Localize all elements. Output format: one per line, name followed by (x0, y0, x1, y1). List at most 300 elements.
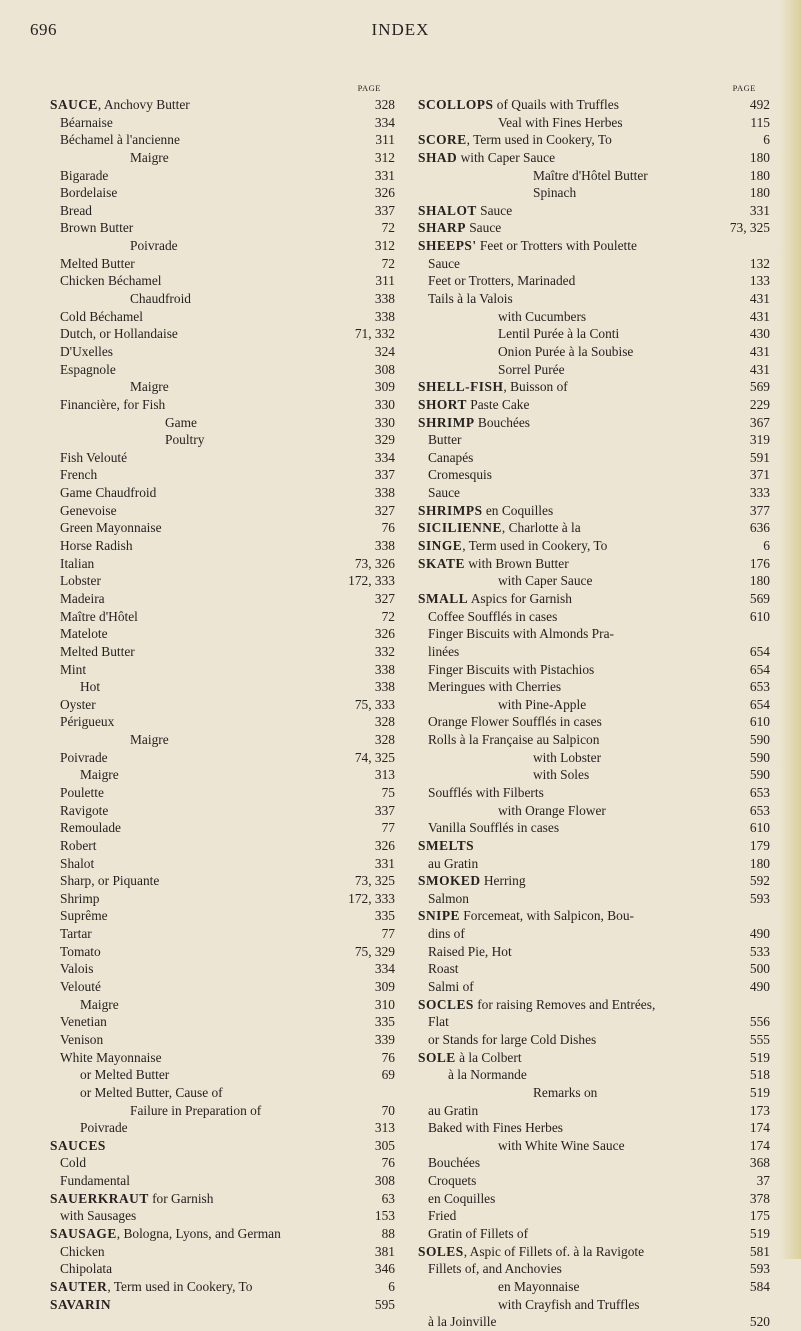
entry-headword-rest: with Brown Butter (464, 555, 569, 571)
entry-page-ref: 337 (374, 467, 395, 483)
entry-text: Sauce (428, 485, 460, 501)
index-subentry (418, 1137, 770, 1155)
index-subentry (418, 290, 770, 308)
index-subentry (418, 784, 770, 802)
entry-page-ref: 592 (749, 873, 770, 889)
entry-page-ref: 569 (749, 590, 770, 606)
index-subentry (50, 819, 395, 837)
entry-page-ref: 330 (374, 396, 395, 412)
entry-page-ref: 490 (749, 979, 770, 995)
index-subentry (50, 907, 395, 925)
entry-page-ref: 378 (749, 1190, 770, 1206)
entry-page-ref: 326 (374, 837, 395, 853)
entry-headword: SCOLLOPS (418, 97, 494, 112)
index-subentry (50, 731, 395, 749)
entry-page-ref: 339 (374, 1031, 395, 1047)
entry-page-ref: 330 (374, 414, 395, 430)
entry-text: Croquets (428, 1173, 477, 1189)
entry-page-ref: 653 (749, 679, 770, 695)
entry-page-ref: 593 (749, 1261, 770, 1277)
entry-page-ref: 654 (749, 661, 770, 677)
entry-headword: SHAD (418, 149, 458, 165)
index-subentry (418, 1278, 770, 1296)
index-subentry (50, 1172, 395, 1190)
entry-page-ref: 174 (749, 1137, 770, 1153)
entry-page-ref: 77 (381, 820, 395, 836)
index-heading-entry (418, 219, 770, 237)
entry-headword-rest: , Anchovy Butter (97, 97, 190, 112)
entry-page-ref: 334 (374, 114, 395, 130)
entry-text: Shalot (60, 855, 95, 871)
entry-page-ref: 319 (749, 432, 770, 448)
entry-text: Venetian (60, 1014, 107, 1030)
entry-text: with Sausages (60, 1208, 137, 1224)
entry-page-ref: 313 (374, 767, 395, 783)
index-subentry (418, 1260, 770, 1278)
entry-page-ref: 153 (374, 1208, 395, 1224)
index-subentry (418, 696, 770, 714)
index-subentry (50, 272, 395, 290)
index-heading-entry (50, 1225, 395, 1243)
index-subentry (50, 661, 395, 679)
entry-text: Flat (428, 1014, 449, 1030)
entry-page-ref: 174 (749, 1120, 770, 1136)
index-subentry (418, 978, 770, 996)
entry-text (418, 590, 572, 608)
entry-text: Mint (60, 661, 87, 677)
entry-page-ref: 590 (749, 732, 770, 748)
index-subentry (418, 890, 770, 908)
entry-page-ref: 334 (374, 961, 395, 977)
index-subentry (50, 1119, 395, 1137)
entry-text: Valois (60, 961, 94, 977)
index-heading-entry (50, 1278, 395, 1296)
entry-text: Onion Purée à la Soubise (498, 343, 634, 359)
entry-page-ref: 569 (749, 379, 770, 395)
index-subentry (50, 343, 395, 361)
index-subentry (50, 837, 395, 855)
index-subentry (50, 1013, 395, 1031)
entry-headword-rest: , Term used in Cookery, To (462, 538, 608, 554)
entry-page-ref: 654 (749, 696, 770, 712)
index-subentry (418, 1207, 770, 1225)
entry-page-ref: 72 (381, 255, 395, 271)
entry-text (50, 1137, 106, 1155)
index-heading-entry (418, 237, 770, 255)
entry-page-ref: 338 (374, 308, 395, 324)
entry-text: Butter (428, 432, 462, 448)
entry-text: au Gratin (428, 855, 479, 871)
entry-headword: SHRIMP (418, 414, 475, 430)
entry-page-ref: 180 (749, 149, 770, 165)
entry-page-ref: 500 (749, 961, 770, 977)
entry-text: Horse Radish (60, 538, 133, 554)
index-subentry (418, 1296, 770, 1314)
entry-page-ref: 555 (749, 1031, 770, 1047)
page-number: 696 (30, 20, 57, 39)
entry-page-ref: 581 (749, 1243, 770, 1259)
entry-page-ref: 331 (749, 202, 770, 218)
entry-page-ref: 309 (374, 979, 395, 995)
entry-text: Maigre (80, 767, 119, 783)
entry-page-ref: 654 (749, 643, 770, 659)
index-subentry (418, 184, 770, 202)
entry-text: Melted Butter (60, 643, 135, 659)
entry-page-ref: 311 (375, 132, 395, 148)
entry-text: Green Mayonnaise (60, 520, 162, 536)
entry-headword: SAUTER (50, 1278, 108, 1294)
entry-page-ref: 6 (763, 538, 770, 554)
entry-text: Game Chaudfroid (60, 485, 157, 501)
index-entries-right (418, 96, 770, 1331)
entry-text: linées (428, 643, 460, 659)
entry-page-ref: 332 (374, 643, 395, 659)
entry-text: Meringues with Cherries (428, 679, 562, 695)
entry-headword-rest: Paste Cake (466, 396, 530, 412)
entry-headword-rest: Bouchées (474, 414, 530, 430)
index-subentry (50, 519, 395, 537)
entry-headword-rest: , Charlotte à la (501, 520, 581, 536)
entry-headword: SNIPE (418, 908, 460, 924)
index-subentry (50, 678, 395, 696)
entry-text (418, 537, 607, 555)
entry-page-ref: 72 (381, 220, 395, 236)
entry-text: White Mayonnaise (60, 1049, 162, 1065)
index-heading-entry (418, 555, 770, 573)
entry-page-ref: 132 (749, 255, 770, 271)
entry-text: Financière, for Fish (60, 396, 166, 412)
entry-page-ref: 310 (374, 996, 395, 1012)
index-subentry (50, 890, 395, 908)
entry-text: Coffee Soufflés in cases (428, 608, 558, 624)
index-heading-entry (418, 396, 770, 414)
entry-page-ref: 431 (749, 291, 770, 307)
entry-page-ref: 175 (749, 1208, 770, 1224)
entry-text: Espagnole (60, 361, 116, 377)
index-subentry (50, 855, 395, 873)
entry-text: or Melted Butter (80, 1067, 170, 1083)
entry-text: with Pine-Apple (498, 696, 587, 712)
entry-text (418, 237, 637, 255)
entry-page-ref: 309 (374, 379, 395, 395)
index-subentry (418, 272, 770, 290)
entry-text: Hot (80, 679, 101, 695)
index-subentry (50, 943, 395, 961)
entry-text: with Crayfish and Truffles (498, 1296, 640, 1312)
entry-text: with Soles (533, 767, 590, 783)
index-subentry (418, 1225, 770, 1243)
index-subentry (418, 1172, 770, 1190)
entry-headword: SOCLES (418, 996, 474, 1012)
entry-headword-rest: , Bologna, Lyons, and German (116, 1226, 281, 1241)
entry-text (418, 872, 526, 890)
entry-text: en Coquilles (428, 1190, 496, 1206)
entry-page-ref: 519 (749, 1226, 770, 1241)
index-subentry (418, 1313, 770, 1331)
entry-page-ref: 324 (374, 343, 395, 359)
index-subentry (418, 1154, 770, 1172)
entry-headword: SHRIMPS (418, 502, 483, 518)
entry-page-ref: 334 (374, 449, 395, 465)
entry-page-ref: 327 (374, 590, 395, 606)
entry-headword-rest: Sauce (476, 202, 513, 218)
entry-text: Salmi of (428, 979, 474, 995)
index-subentry (50, 696, 395, 714)
entry-page-ref: 610 (749, 608, 770, 624)
entry-page-ref: 335 (374, 1014, 395, 1030)
entry-page-ref: 75, 329 (354, 943, 395, 959)
entry-text: Salmon (428, 890, 469, 906)
index-subentry (50, 484, 395, 502)
entry-page-ref: 173 (749, 1102, 770, 1118)
entry-text: Vanilla Soufflés in cases (428, 820, 560, 836)
entry-page-ref: 377 (749, 502, 770, 518)
entry-headword: SAUSAGE (50, 1226, 117, 1241)
entry-page-ref: 519 (749, 1049, 770, 1065)
index-subentry (418, 308, 770, 326)
entry-headword: SHELL-FISH (418, 379, 504, 395)
index-subentry (50, 1066, 395, 1084)
entry-headword: SAVARIN (50, 1296, 112, 1312)
entry-text: Maigre (130, 379, 169, 395)
entry-text (50, 1278, 253, 1296)
entry-page-ref: 381 (374, 1243, 395, 1259)
index-subentry (418, 960, 770, 978)
entry-headword: SCORE (418, 132, 467, 148)
index-subentry (418, 1084, 770, 1102)
index-subentry (418, 255, 770, 273)
entry-text: or Melted Butter, Cause of (80, 1084, 223, 1100)
index-subentry (50, 378, 395, 396)
entry-text: Finger Biscuits with Almonds Pra- (428, 626, 614, 642)
entry-text: Bread (60, 202, 92, 218)
entry-text: à la Normande (448, 1067, 527, 1083)
index-heading-entry (50, 1296, 395, 1314)
entry-page-ref: 75 (381, 784, 395, 800)
index-subentry (50, 960, 395, 978)
entry-text: Bordelaise (60, 185, 118, 201)
entry-page-ref: 180 (749, 185, 770, 201)
index-subentry (418, 661, 770, 679)
entry-page-ref: 328 (374, 732, 395, 748)
entry-page-ref: 179 (749, 837, 770, 853)
entry-page-ref: 367 (749, 414, 770, 430)
entry-headword: SKATE (418, 555, 465, 571)
entry-text: with Lobster (533, 749, 602, 765)
index-subentry (418, 855, 770, 873)
entry-text: Sorrel Purée (498, 361, 565, 377)
entry-text: Béchamel à l'ancienne (60, 132, 180, 148)
entry-text (418, 219, 501, 237)
entry-text: Maître d'Hôtel Butter (533, 167, 648, 183)
entry-text: Chicken (60, 1243, 105, 1259)
entry-text: Tartar (60, 926, 92, 942)
entry-page-ref: 338 (374, 679, 395, 695)
entry-text (418, 1243, 644, 1261)
index-entries-left (50, 96, 395, 1313)
index-subentry (418, 484, 770, 502)
index-subentry (50, 978, 395, 996)
entry-text: Spinach (533, 185, 577, 201)
index-subentry (50, 184, 395, 202)
entry-page-ref: 312 (374, 238, 395, 254)
entry-text (418, 519, 581, 537)
entry-page-ref: 328 (374, 97, 395, 112)
entry-headword-rest: , Aspic of Fillets of. à la Ravigote (463, 1243, 645, 1259)
page-edge-shading (779, 0, 801, 1259)
index-subentry (418, 1013, 770, 1031)
entry-text: or Stands for large Cold Dishes (428, 1031, 597, 1047)
entry-text: Poulette (60, 784, 104, 800)
entry-page-ref: 590 (749, 767, 770, 783)
entry-page-ref: 326 (374, 626, 395, 642)
entry-headword-rest: Aspics for Garnish (468, 590, 572, 606)
entry-text: Venison (60, 1031, 104, 1047)
entry-page-ref: 74, 325 (354, 749, 395, 765)
index-subentry (50, 237, 395, 255)
entry-headword-rest: Herring (480, 873, 526, 889)
entry-text: Fundamental (60, 1173, 130, 1189)
entry-text (418, 996, 655, 1014)
index-subentry (50, 1049, 395, 1067)
entry-headword: SHORT (418, 396, 467, 412)
entry-headword: SMELTS (418, 837, 475, 853)
entry-text: Tomato (60, 943, 101, 959)
index-subentry (418, 608, 770, 626)
index-heading-entry (418, 907, 770, 925)
index-subentry (418, 1031, 770, 1049)
entry-page-ref: 590 (749, 749, 770, 765)
index-subentry (50, 872, 395, 890)
entry-page-ref: 584 (749, 1278, 770, 1294)
index-subentry (418, 943, 770, 961)
index-subentry (50, 802, 395, 820)
entry-text: Melted Butter (60, 255, 135, 271)
index-subentry (418, 766, 770, 784)
entry-page-ref: 328 (374, 714, 395, 730)
entry-headword: SAUCE (50, 97, 98, 112)
entry-headword-rest: Sauce (465, 220, 502, 236)
entry-page-ref: 653 (749, 784, 770, 800)
entry-text: Poultry (165, 432, 205, 448)
index-subentry (418, 625, 770, 643)
entry-text: Dutch, or Hollandaise (60, 326, 178, 342)
entry-page-ref: 327 (374, 502, 395, 518)
entry-page-ref: 371 (749, 467, 770, 483)
entry-page-ref: 368 (749, 1155, 770, 1171)
entry-text: Bouchées (428, 1155, 481, 1171)
entry-text: Bigarade (60, 167, 109, 183)
index-subentry (50, 219, 395, 237)
entry-text: au Gratin (428, 1102, 479, 1118)
page-column-label: PAGE (357, 83, 381, 93)
entry-text: Velouté (60, 979, 101, 995)
entry-page-ref: 88 (381, 1226, 395, 1241)
entry-text (418, 378, 568, 396)
entry-page-ref: 76 (381, 1049, 395, 1065)
entry-page-ref: 431 (749, 361, 770, 377)
index-heading-entry (418, 872, 770, 890)
index-subentry (50, 1102, 395, 1120)
index-subentry (50, 414, 395, 432)
index-subentry (418, 749, 770, 767)
entry-text: Roast (428, 961, 459, 977)
entry-page-ref: 176 (749, 555, 770, 571)
entry-headword: SAUERKRAUT (50, 1190, 149, 1206)
entry-headword: SOLE (418, 1049, 456, 1065)
index-subentry (50, 131, 395, 149)
entry-page-ref: 338 (374, 291, 395, 307)
index-heading-entry (418, 96, 770, 114)
index-subentry (418, 1190, 770, 1208)
entry-page-ref: 333 (749, 485, 770, 501)
entry-page-ref: 490 (749, 926, 770, 942)
entry-headword: SHARP (418, 220, 466, 236)
entry-page-ref: 533 (749, 943, 770, 959)
entry-page-ref: 76 (381, 1155, 395, 1171)
entry-headword-rest: with Caper Sauce (457, 149, 556, 165)
entry-text (50, 1296, 111, 1314)
entry-text: with Caper Sauce (498, 573, 593, 589)
entry-page-ref: 610 (749, 820, 770, 836)
index-subentry (418, 1119, 770, 1137)
entry-text: French (60, 467, 98, 483)
index-subentry (50, 202, 395, 220)
entry-text: Genevoise (60, 502, 117, 518)
entry-text: Ravigote (60, 802, 109, 818)
index-subentry (418, 819, 770, 837)
index-subentry (418, 643, 770, 661)
entry-text: Poivrade (80, 1120, 128, 1136)
entry-page-ref: 6 (388, 1278, 395, 1294)
entry-headword: SICILIENNE (418, 520, 502, 536)
index-subentry (418, 925, 770, 943)
entry-text (418, 837, 474, 855)
entry-text (418, 907, 634, 925)
entry-text (418, 396, 529, 414)
entry-text: Lentil Purée à la Conti (498, 326, 620, 342)
left-column (50, 80, 395, 1313)
entry-text: Madeira (60, 590, 105, 606)
entry-page-ref: 115 (750, 114, 770, 130)
entry-page-ref: 636 (749, 520, 770, 536)
entry-headword: SOLES (418, 1243, 464, 1259)
entry-page-ref: 172, 333 (348, 890, 395, 906)
index-subentry (418, 114, 770, 132)
entry-headword-rest: for Garnish (148, 1190, 214, 1206)
entry-headword-rest: à la Colbert (455, 1049, 522, 1065)
index-heading-entry (418, 519, 770, 537)
entry-page-ref: 311 (375, 273, 395, 289)
entry-text (50, 1190, 213, 1208)
entry-text: Robert (60, 837, 97, 853)
entry-page-ref: 229 (749, 396, 770, 412)
entry-page-ref: 556 (749, 1014, 770, 1030)
index-subentry (50, 308, 395, 326)
entry-text: Suprême (60, 908, 108, 924)
entry-text: with Cucumbers (498, 308, 587, 324)
entry-page-ref: 338 (374, 538, 395, 554)
entry-text: Maigre (130, 149, 169, 165)
index-subentry (50, 996, 395, 1014)
entry-text (418, 131, 612, 149)
entry-text: Oyster (60, 696, 96, 712)
entry-page-ref: 313 (374, 1120, 395, 1136)
index-subentry (50, 713, 395, 731)
entry-page-ref: 593 (749, 890, 770, 906)
entry-text: Poivrade (130, 238, 178, 254)
index-subentry (418, 361, 770, 379)
